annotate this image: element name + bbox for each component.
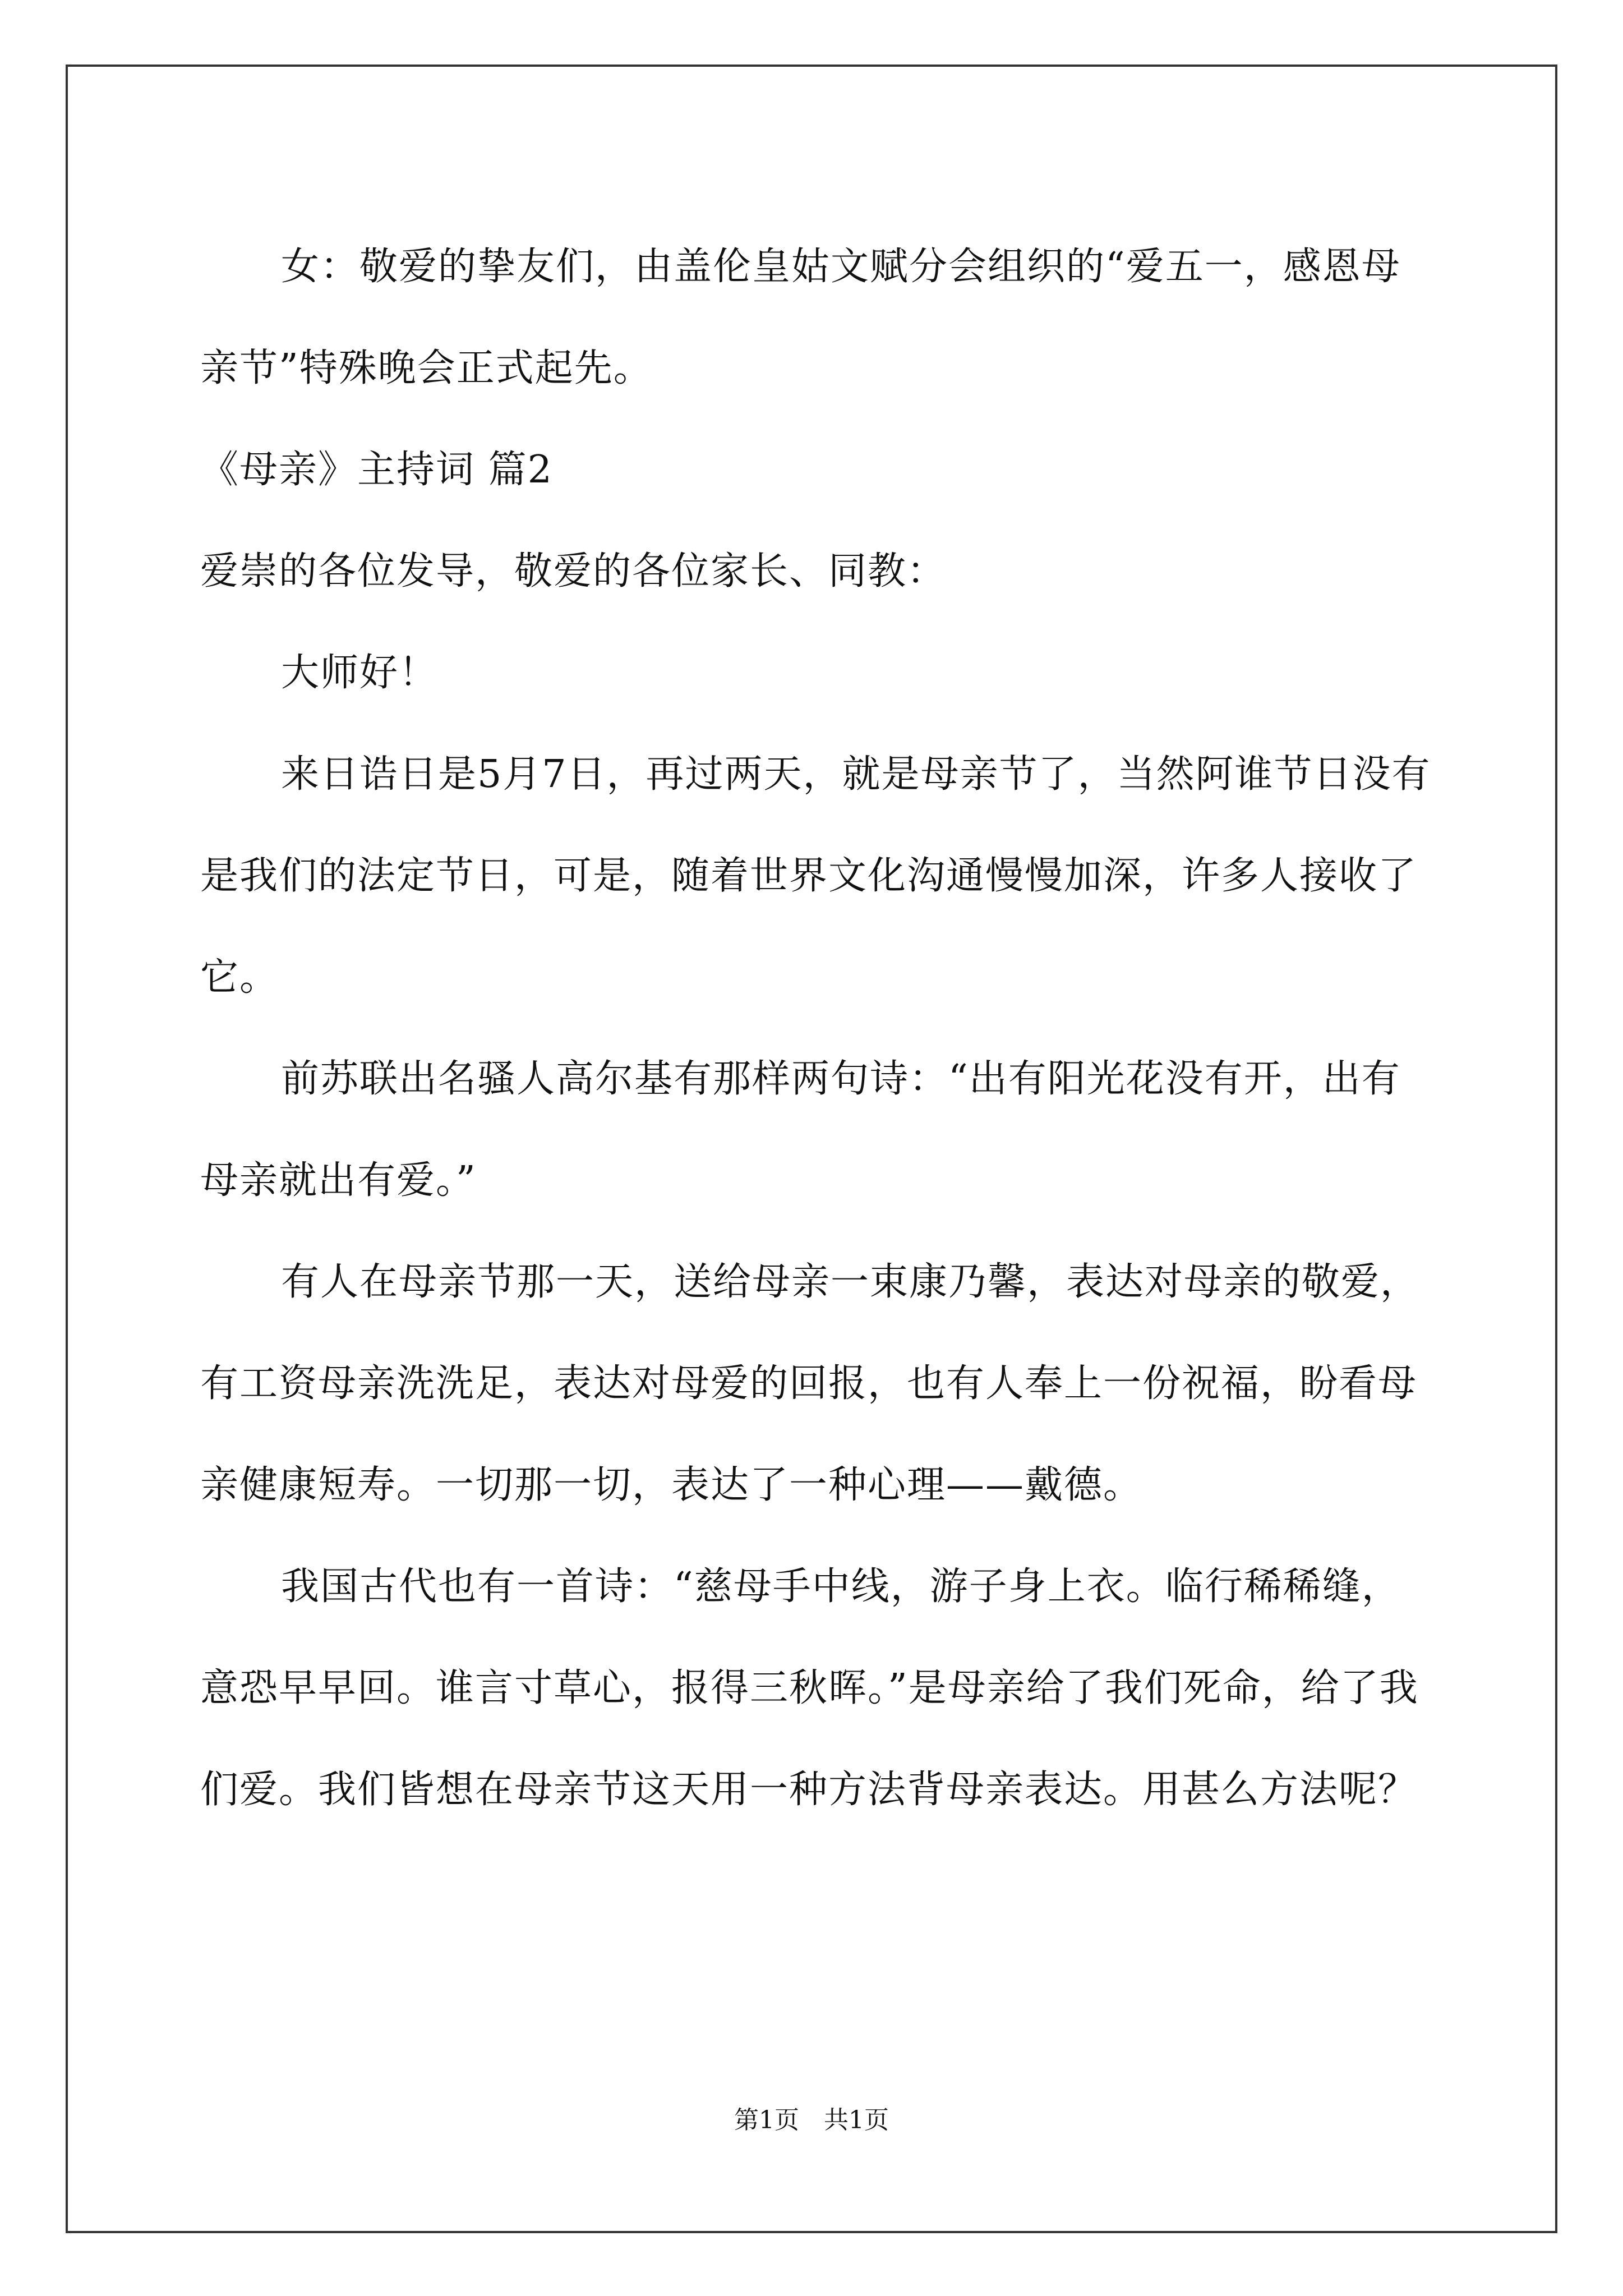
paragraph-gratitude: 有人在母亲节那一天，送给母亲一束康乃馨，表达对母亲的敬爱，有工资母亲洗洗足，表达对母爱的回报，也有人奉上一份祝福，盼看母亲健康短寿。一切那一切，表达了一种心理——戴德。 — [200, 1260, 1420, 1507]
page-total: 共1页 — [824, 2106, 889, 2134]
page-footer — [0, 2104, 1623, 2137]
paragraph-salutation: 爱崇的各位发导，敬爱的各位家长、同教： — [200, 549, 947, 593]
paragraph-mothers-day: 来日诰日是5月7日，再过两天，就是母亲节了，当然阿谁节日没有是我们的法定节日，可是，随着世界文化沟通慢慢加深，许多人接收了它。 — [200, 752, 1431, 1000]
paragraph-opening: 女：敬爱的挚友们，由盖伦皇姑文赋分会组织的“爱五一，感恩母亲节”特殊晚会正式起先。 — [200, 245, 1401, 390]
paragraph-greeting: 大师好！ — [281, 651, 439, 695]
page-number: 第1页 — [734, 2106, 799, 2134]
document-body — [200, 216, 1434, 1841]
section-heading: 《母亲》主持词 篇2 — [200, 448, 553, 492]
paragraph-gorky-poem: 前苏联出名骚人高尔基有那样两句诗：“出有阳光花没有开，出有母亲就出有爱。” — [200, 1057, 1401, 1203]
paragraph-ancient-poem: 我国古代也有一首诗：“慈母手中线，游子身上衣。临行稀稀缝，意恐早早回。谁言寸草心，报得三秋晖。”是母亲给了我们死命，给了我们爱。我们皆想在母亲节这天用一种方法背母亲表达。用甚么方法呢？ — [200, 1565, 1419, 1812]
